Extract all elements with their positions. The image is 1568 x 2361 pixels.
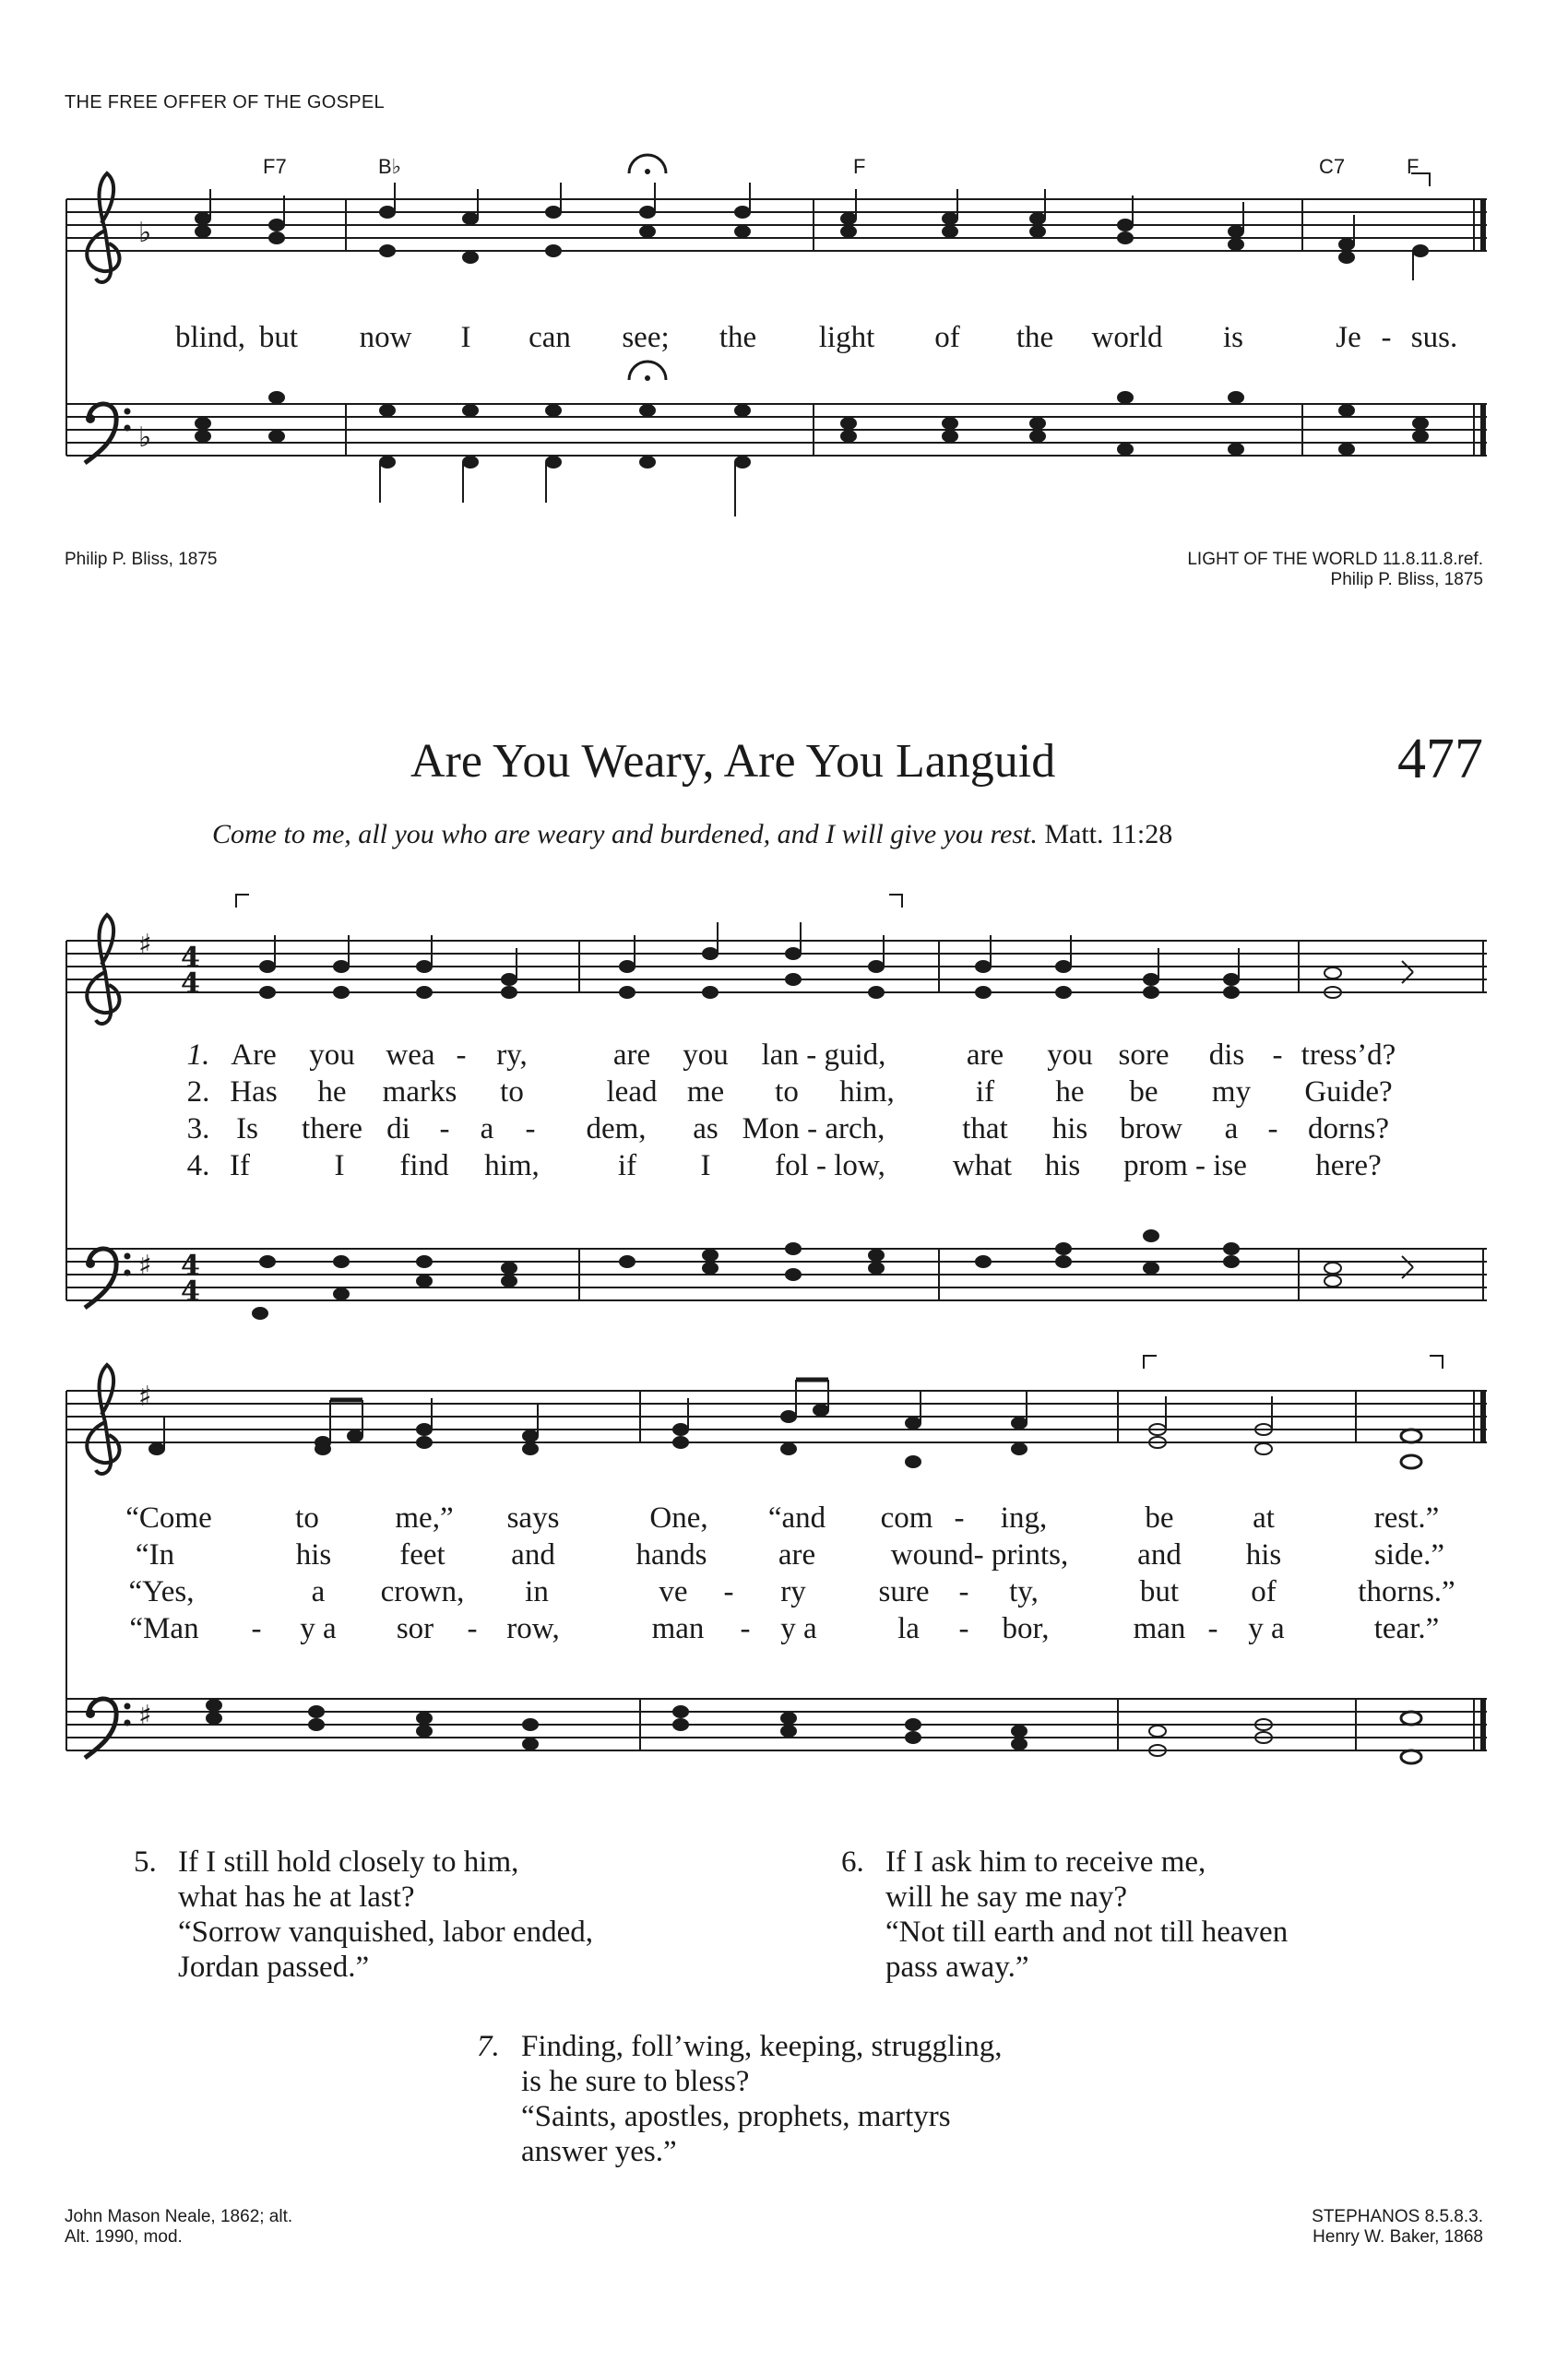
lyric: in	[525, 1575, 549, 1608]
stanza-7	[477, 2029, 1003, 2169]
lyric: at	[1253, 1501, 1275, 1535]
lyric: If	[230, 1149, 250, 1182]
prev-words-credit: Philip P. Bliss, 1875	[65, 550, 218, 569]
lyric: row,	[506, 1612, 560, 1645]
lyric: you	[683, 1038, 729, 1072]
lyric: and	[511, 1538, 555, 1572]
lyric: -	[740, 1612, 751, 1645]
lyric: ing,	[1000, 1501, 1048, 1535]
lyric: prom - ise	[1123, 1149, 1247, 1182]
svg-text:4: 4	[181, 1275, 200, 1308]
lyric: bor,	[1002, 1612, 1050, 1645]
prev-music-credit: Philip P. Bliss, 1875	[1330, 570, 1483, 589]
stanza-line: answer yes.”	[521, 2135, 677, 2168]
stanza-line: will he say me nay?	[885, 1880, 1128, 1914]
chord-f7: F7	[263, 155, 287, 178]
lyric: dorns?	[1308, 1112, 1389, 1145]
svg-text:4: 4	[181, 942, 200, 974]
lyric: Mon - arch,	[742, 1112, 885, 1145]
lyric: be	[1129, 1075, 1158, 1109]
lyric: him,	[484, 1149, 540, 1182]
lyric: Guide?	[1304, 1075, 1393, 1109]
verse-number: 4.	[186, 1149, 210, 1182]
lyric: are	[778, 1538, 816, 1572]
lyric: -	[456, 1038, 467, 1072]
words-credit-line-1: John Mason Neale, 1862; alt.	[65, 2207, 293, 2226]
lyric: but	[258, 321, 299, 354]
lyric: thorns.”	[1358, 1575, 1455, 1608]
lyric: world	[1091, 321, 1163, 354]
prev-tune-name: LIGHT OF THE WORLD 11.8.11.8.ref.	[1187, 550, 1483, 569]
lyric: to	[500, 1075, 524, 1109]
svg-text:♭: ♭	[138, 217, 152, 249]
lyric: his	[295, 1538, 332, 1572]
lyric: what	[952, 1149, 1013, 1182]
lyric: light	[818, 321, 875, 354]
stanza-number: 7.	[477, 2030, 500, 2063]
lyric: “and	[767, 1501, 826, 1535]
verse-number: 3.	[186, 1112, 210, 1145]
notes-c-treble	[149, 1380, 1421, 1468]
hymn-number: 477	[1397, 728, 1483, 790]
lyric: him,	[839, 1075, 895, 1109]
lyric: side.”	[1373, 1538, 1445, 1572]
svg-text:♯: ♯	[138, 1381, 152, 1413]
lyric: wea	[386, 1038, 435, 1072]
lyric: One,	[649, 1501, 708, 1535]
svg-text:♭: ♭	[138, 421, 152, 454]
lyric: -	[954, 1501, 965, 1535]
lyric: fol - low,	[775, 1149, 885, 1182]
lyric: marks	[382, 1075, 457, 1109]
lyric: here?	[1315, 1149, 1382, 1182]
lyric: he	[1055, 1075, 1085, 1109]
chord-f-final: F	[1407, 155, 1420, 178]
stanza-line: If I still hold closely to him,	[178, 1845, 519, 1879]
lyric: -	[439, 1112, 450, 1145]
lyric: are	[966, 1038, 1004, 1072]
lyric: -	[1207, 1612, 1218, 1645]
lyric: me,”	[395, 1501, 454, 1535]
notes-b-treble	[260, 922, 1413, 998]
lyric: Are	[231, 1038, 277, 1072]
lyric: -	[1272, 1038, 1283, 1072]
lyric: his	[1044, 1149, 1081, 1182]
lyric: “In	[135, 1538, 175, 1572]
lyric: a	[480, 1112, 494, 1145]
lyric: find	[399, 1149, 449, 1182]
lyric: brow	[1120, 1112, 1182, 1145]
stanza-line: Finding, foll’wing, keeping, struggling,	[521, 2030, 1003, 2063]
svg-text:♯: ♯	[138, 1700, 152, 1732]
lyric: says	[506, 1501, 560, 1535]
lyric: sure	[878, 1575, 930, 1608]
lyric: hands	[636, 1538, 707, 1572]
stanza-number: 5.	[134, 1845, 157, 1879]
lyric: -	[1267, 1112, 1278, 1145]
lyric: sor	[396, 1612, 434, 1645]
lyric: la	[897, 1612, 920, 1645]
lyric: “Yes,	[128, 1575, 195, 1608]
music-credit: Henry W. Baker, 1868	[1313, 2227, 1483, 2247]
svg-text:4: 4	[181, 967, 200, 1000]
lyric: man	[651, 1612, 705, 1645]
lyric: he	[317, 1075, 347, 1109]
lyric: is	[1222, 321, 1244, 354]
lyric: ry	[780, 1575, 806, 1608]
lyric: -	[251, 1612, 262, 1645]
lyric: ve	[659, 1575, 688, 1608]
stanza-line: “Saints, apostles, prophets, martyrs	[521, 2100, 951, 2133]
lyric: to	[775, 1075, 799, 1109]
lyric: there	[302, 1112, 362, 1145]
lyric: Is	[236, 1112, 258, 1145]
stanza-line: “Sorrow vanquished, labor ended,	[178, 1916, 593, 1949]
lyric: the	[1016, 321, 1054, 354]
chord-f: F	[853, 155, 866, 178]
notes-c-bass	[207, 1700, 1421, 1763]
lyric: you	[309, 1038, 355, 1072]
lyric: the	[719, 321, 757, 354]
lyric: but	[1139, 1575, 1180, 1608]
lyric: Has	[230, 1075, 278, 1109]
verse-number: 1.	[186, 1038, 210, 1072]
lyric: y a	[1248, 1612, 1285, 1645]
staff-b-treble	[66, 941, 1487, 992]
lyric: y a	[780, 1612, 817, 1645]
lyric: are	[612, 1038, 651, 1072]
epigraph-text: Come to me, all you who are weary and burdened, and I will give you rest.	[212, 819, 1038, 849]
lyric: lan - guid,	[761, 1038, 886, 1072]
stanza-line: pass away.”	[885, 1951, 1029, 1984]
stanza-line: If I ask him to receive me,	[885, 1845, 1206, 1879]
lyric: to	[295, 1501, 319, 1535]
lyric: a	[311, 1575, 326, 1608]
lyric: y a	[300, 1612, 337, 1645]
svg-text:4: 4	[181, 1250, 200, 1282]
lyric: if	[975, 1075, 995, 1109]
stanza-number: 6.	[841, 1845, 864, 1879]
words-credit	[65, 2207, 292, 2248]
stanza-line: “Not till earth and not till heaven	[885, 1916, 1289, 1949]
lyric: as	[693, 1112, 719, 1145]
lyric: a	[1224, 1112, 1239, 1145]
lyric: Je	[1336, 321, 1361, 354]
lyric: wound- prints,	[890, 1538, 1069, 1572]
lyric: dis	[1208, 1038, 1245, 1072]
lyric: -	[958, 1612, 969, 1645]
lyric: sore	[1118, 1038, 1170, 1072]
chord-c7: C7	[1319, 155, 1346, 178]
notes-a-bass	[196, 392, 1428, 516]
notes-a-treble	[196, 183, 1428, 280]
staff-c-bass	[66, 1699, 1487, 1750]
lyric: me	[686, 1075, 725, 1109]
lyric: if	[617, 1149, 637, 1182]
lyric: his	[1245, 1538, 1282, 1572]
lyric: rest.”	[1373, 1501, 1440, 1535]
lyric: of	[1251, 1575, 1277, 1608]
lyric: I	[700, 1149, 711, 1182]
lyric: di	[386, 1112, 410, 1145]
lyric: my	[1211, 1075, 1252, 1109]
stanza-line: what has he at last?	[178, 1880, 415, 1914]
svg-text:♯: ♯	[138, 1250, 152, 1282]
lyric: now	[359, 321, 412, 354]
lyric: blind,	[174, 321, 246, 354]
lyric: can	[529, 321, 571, 354]
stanza-line: Jordan passed.”	[178, 1951, 370, 1984]
lyric: ry,	[496, 1038, 528, 1072]
svg-text:♯: ♯	[138, 929, 152, 961]
lyric: man	[1133, 1612, 1186, 1645]
lyric: of	[934, 321, 960, 354]
lyric: -	[1381, 321, 1392, 354]
lyric: “Come	[125, 1501, 212, 1535]
chord-bflat: B♭	[378, 155, 402, 178]
lyric: dem,	[586, 1112, 647, 1145]
stanza-5	[134, 1845, 593, 1985]
lyric: -	[525, 1112, 536, 1145]
staff-a-bass	[66, 404, 1487, 456]
lyric: you	[1047, 1038, 1093, 1072]
lyric: be	[1145, 1501, 1174, 1535]
lyric: I	[460, 321, 471, 354]
lyric: that	[962, 1112, 1008, 1145]
epigraph-ref: Matt. 11:28	[1044, 819, 1173, 849]
lyric: sus.	[1410, 321, 1458, 354]
tune-info	[1312, 2207, 1483, 2248]
stanza-6	[841, 1845, 1288, 1985]
lyric: -	[723, 1575, 734, 1608]
lyric: feet	[399, 1538, 445, 1572]
page-header: THE FREE OFFER OF THE GOSPEL	[65, 92, 385, 113]
lyric: ty,	[1009, 1575, 1039, 1608]
lyric: -	[467, 1612, 478, 1645]
lyric: his	[1051, 1112, 1088, 1145]
words-credit-line-2: Alt. 1990, mod.	[65, 2227, 183, 2247]
verse-number: 2.	[186, 1075, 210, 1109]
lyric: -	[958, 1575, 969, 1608]
lyric: crown,	[380, 1575, 465, 1608]
staff-b-bass	[66, 1249, 1487, 1300]
stanza-line: is he sure to bless?	[521, 2065, 750, 2098]
staff-c-treble	[66, 1391, 1487, 1442]
tune-name: STEPHANOS 8.5.8.3.	[1312, 2207, 1483, 2226]
lyric: “Man	[129, 1612, 199, 1645]
lyric: tear.”	[1373, 1612, 1440, 1645]
lyric: com	[880, 1501, 933, 1535]
lyric: and	[1137, 1538, 1182, 1572]
lyric: lead	[606, 1075, 658, 1109]
lyric: tress’d?	[1301, 1038, 1396, 1072]
hymn-title: Are You Weary, Are You Languid	[410, 735, 1056, 788]
lyric: I	[334, 1149, 345, 1182]
lyric: see;	[622, 321, 670, 354]
